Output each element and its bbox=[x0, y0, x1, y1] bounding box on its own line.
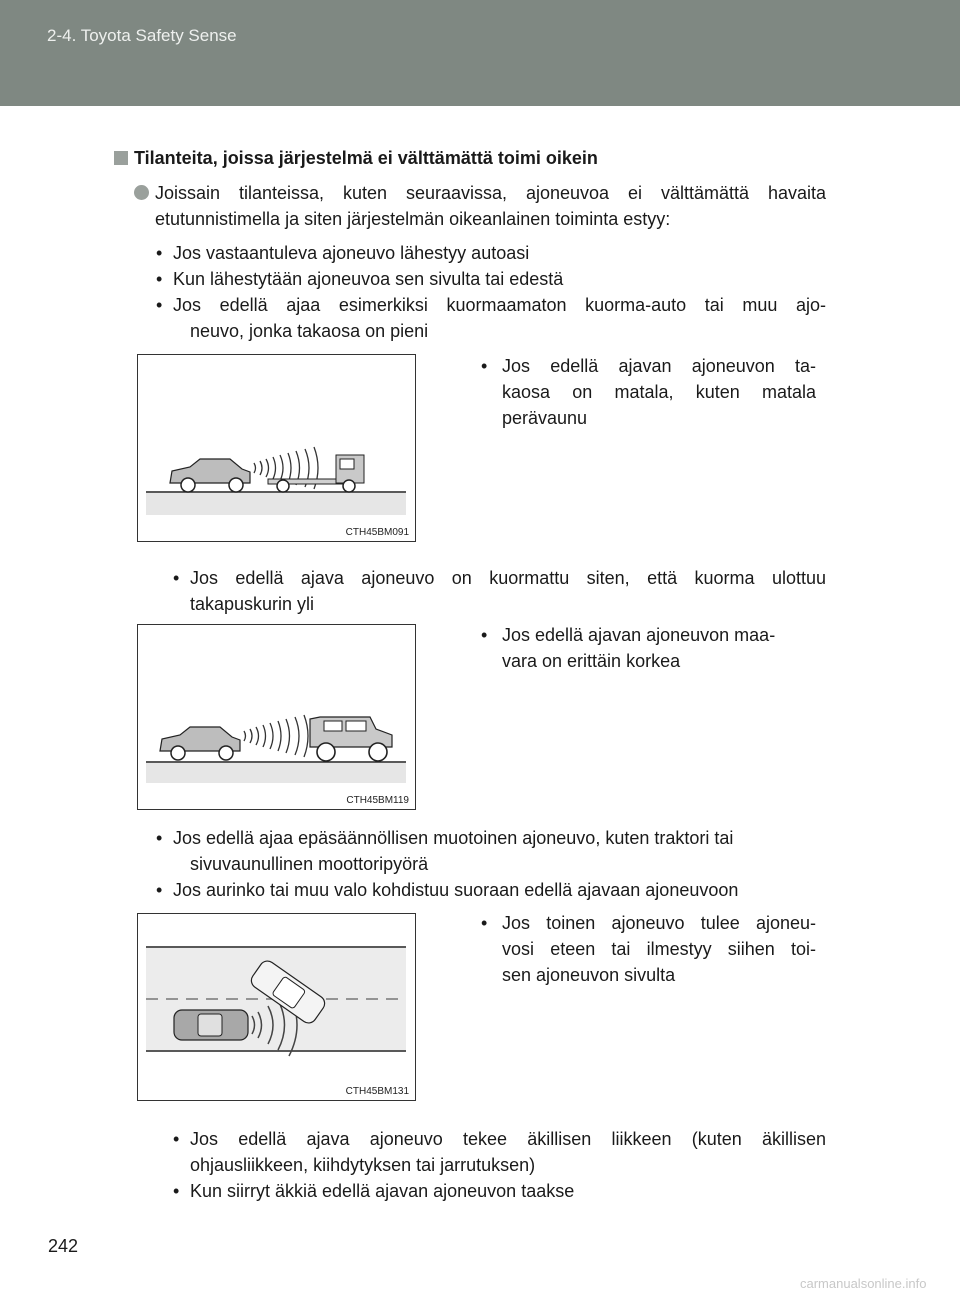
bullet-symbol: • bbox=[156, 880, 163, 900]
figure-code: CTH45BM119 bbox=[346, 795, 409, 806]
bullet-symbol: • bbox=[156, 269, 163, 289]
bullet-irregular-vehicle-line-1: Jos edellä ajaa epäsäännöllisen muotoinen ajoneuvo, kuten traktori tai bbox=[173, 828, 734, 848]
section-heading bbox=[114, 145, 598, 171]
figure2-caption-line-1: Jos edellä ajavan ajoneuvon maa- bbox=[502, 625, 776, 645]
figure1-caption-line-2: kaosa on matala, kuten matala bbox=[502, 382, 816, 402]
round-bullet-icon bbox=[134, 185, 149, 200]
bullet-symbol: • bbox=[156, 828, 163, 848]
bullet-symbol: • bbox=[481, 625, 488, 645]
bullet-symbol: • bbox=[156, 243, 163, 263]
bullet-sudden-move-line-1: Jos edellä ajava ajoneuvo tekee äkillisen liikkeen (kuten äkillisen bbox=[190, 1129, 826, 1149]
figure2-caption-line-2: vara on erittäin korkea bbox=[502, 651, 681, 671]
figure1-caption-line-1: Jos edellä ajavan ajoneuvon ta- bbox=[502, 356, 816, 376]
bullet-symbol: • bbox=[481, 356, 488, 376]
square-bullet-icon bbox=[114, 151, 128, 165]
bullet-symbol: • bbox=[173, 1129, 180, 1149]
figure-low-trailer-illustration bbox=[138, 355, 415, 541]
intro-line-1-text: Joissain tilanteissa, kuten seuraavissa, ajoneuvoa ei välttämättä havaita bbox=[155, 183, 826, 203]
figure3-caption-line-3: sen ajoneuvon sivulta bbox=[502, 965, 676, 985]
bullet-symbol: • bbox=[481, 913, 488, 933]
figure-cut-in bbox=[137, 913, 416, 1101]
bullet-symbol: • bbox=[156, 295, 163, 315]
intro-line-2: etutunnistimella ja siten järjestelmän oikeanlainen toiminta estyy: bbox=[155, 209, 671, 229]
bullet-load-overhang-line-2: takapuskurin yli bbox=[190, 594, 315, 614]
figure-cut-in-illustration bbox=[138, 914, 415, 1100]
section-heading-text: Tilanteita, joissa järjestelmä ei välttämättä toimi oikein bbox=[134, 148, 598, 168]
header-title: 2-4. Toyota Safety Sense bbox=[47, 26, 237, 45]
bullet-approach-side-front: Kun lähestytään ajoneuvoa sen sivulta tai edestä bbox=[173, 269, 564, 289]
figure3-caption-line-1: Jos toinen ajoneuvo tulee ajoneu- bbox=[502, 913, 816, 933]
bullet-sudden-move-line-2: ohjausliikkeen, kiihdytyksen tai jarrutuksen) bbox=[190, 1155, 536, 1175]
bullet-symbol: • bbox=[173, 568, 180, 588]
bullet-oncoming-vehicle: Jos vastaantuleva ajoneuvo lähestyy autoasi bbox=[173, 243, 530, 263]
figure-high-clearance-illustration bbox=[138, 625, 415, 809]
footer-watermark: carmanualsonline.info bbox=[800, 1276, 927, 1291]
page-number: 242 bbox=[48, 1236, 79, 1256]
bullet-sun-light: Jos aurinko tai muu valo kohdistuu suoraan edellä ajavaan ajoneuvoon bbox=[173, 880, 739, 900]
page-header bbox=[0, 0, 960, 106]
bullet-irregular-vehicle-line-2: sivuvaunullinen moottoripyörä bbox=[190, 854, 429, 874]
figure1-caption-line-3: perävaunu bbox=[502, 408, 588, 428]
bullet-small-rear-line-2: neuvo, jonka takaosa on pieni bbox=[190, 321, 429, 341]
bullet-small-rear-line-1: Jos edellä ajaa esimerkiksi kuormaamaton kuorma-auto tai muu ajo- bbox=[173, 295, 826, 315]
figure-low-trailer bbox=[137, 354, 416, 542]
bullet-load-overhang-line-1: Jos edellä ajava ajoneuvo on kuormattu siten, että kuorma ulottuu bbox=[190, 568, 826, 588]
figure3-caption-line-2: vosi eteen tai ilmestyy siihen toi- bbox=[502, 939, 816, 959]
figure-code: CTH45BM091 bbox=[345, 527, 409, 538]
bullet-sudden-cut-behind: Kun siirryt äkkiä edellä ajavan ajoneuvon taakse bbox=[190, 1181, 575, 1201]
intro-line-1 bbox=[134, 180, 826, 206]
figure-high-clearance bbox=[137, 624, 416, 810]
bullet-symbol: • bbox=[173, 1181, 180, 1201]
figure-code: CTH45BM131 bbox=[345, 1086, 409, 1097]
